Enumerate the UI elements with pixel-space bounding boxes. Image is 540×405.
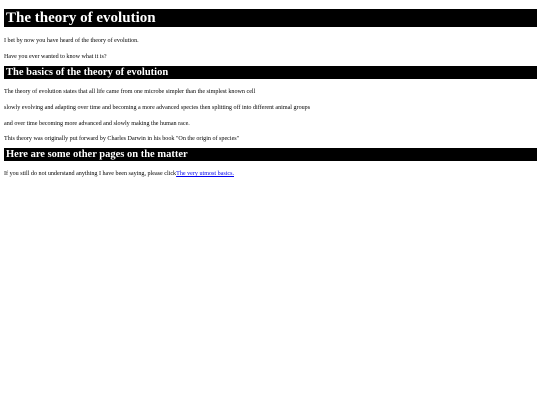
page-title: The theory of evolution [4,9,537,27]
basics-line-2: slowly evolving and adapting over time and becoming a more advanced species then splitting off into different animal groups [4,105,311,111]
intro-line-1: I bet by now you have heard of the theory of evolution. [4,38,139,44]
section-heading-basics: The basics of the theory of evolution [4,66,537,79]
section-heading-other-pages: Here are some other pages on the matter [4,148,537,161]
basics-line-1: The theory of evolution states that all life came from one microbe simpler than the simplest known cell [4,89,256,95]
page-content [4,9,537,178]
basics-line-3: and over time becoming more advanced and slowly making the human race. [4,121,190,127]
basics-page-link[interactable]: The very utmost basics. [176,171,234,177]
intro-line-2: Have you ever wanted to know what it is? [4,54,107,60]
other-pages-paragraph [4,170,537,178]
basics-line-4: This theory was originally put forward by Charles Darwin in his book "On the origin of species" [4,136,240,142]
other-pages-text: If you still do not understand anything I have been saying, please click [4,171,177,177]
